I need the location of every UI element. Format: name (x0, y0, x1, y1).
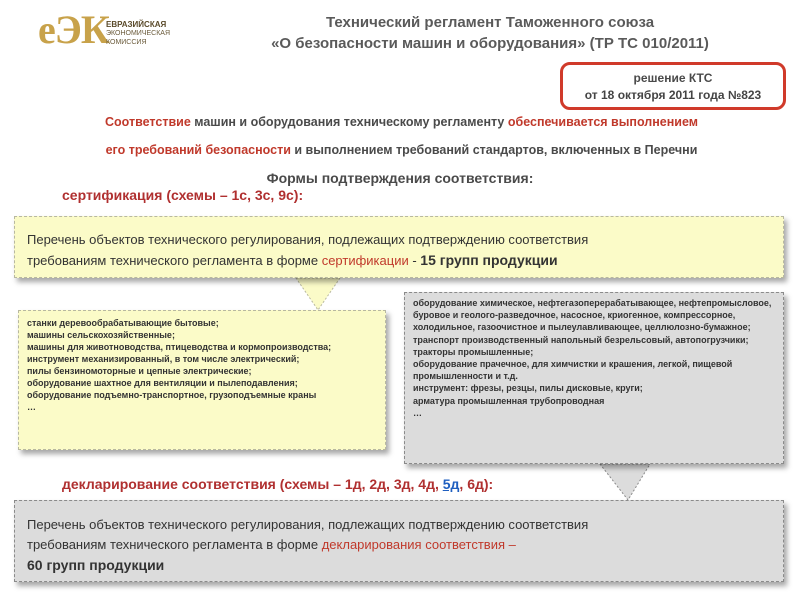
decl-text-a: требованиям технического регламента в форме (27, 537, 322, 552)
logo-line-2: ЭКОНОМИЧЕСКАЯ (106, 30, 171, 37)
list-item: станки деревообрабатывающие бытовые; (27, 318, 219, 328)
decl-text-b: декларирования соответствия – (321, 537, 516, 552)
eec-logo (38, 8, 178, 60)
declaration-product-list (404, 292, 784, 464)
cert-text-a: требованиям технического регламента в форме (27, 253, 322, 268)
list-item: транспорт производственный напольный безрельсовый, автопогрузчики; (413, 334, 749, 345)
list-item: арматура промышленная трубопроводная (413, 395, 605, 406)
decl-box-line-2 (27, 535, 783, 555)
badge-line-1: решение КТС (633, 71, 713, 85)
declaration-box (14, 500, 784, 582)
logo-line-1: ЕВРАЗИЙСКАЯ (106, 20, 167, 29)
intro-accent-1: Соответствие (105, 115, 191, 129)
intro-line-1 (14, 108, 789, 136)
cert-text-c: - (408, 253, 421, 268)
list-item: оборудование химическое, нефтегазоперерабатывающее, нефтепромысловое, буровое и геолого-разведочное, насосное, криогенное, компрессорное, холодильное, газоочистное и пылеулавливающее, целлюлозно-бумажное; (413, 298, 772, 333)
certification-box (14, 216, 784, 278)
logo-text (106, 20, 170, 47)
cert-groups-count: 15 групп продукции (420, 252, 558, 268)
declaration-heading (62, 476, 493, 492)
intro-accent-4: обеспечивается выполнением (507, 115, 698, 129)
list-item: тракторы промышленные; (413, 346, 534, 357)
decision-badge (560, 62, 786, 110)
cert-text-b: сертификации (321, 253, 409, 268)
scheme-5d-link[interactable]: 5д (442, 476, 460, 492)
page-title (190, 12, 790, 54)
intro-text (14, 108, 789, 164)
badge-line-2: от 18 октября 2011 года №823 (584, 88, 762, 102)
list-item: инструмент: фрезы, резцы, пилы дисковые, круги; (413, 383, 643, 394)
list-item: … (27, 402, 36, 412)
intro-text-6: и выполнением требований стандартов, включенных в Перечни (290, 143, 698, 157)
cert-box-line-2 (27, 250, 783, 271)
logo-line-3: КОМИССИЯ (106, 39, 147, 46)
list-item: … (413, 407, 422, 418)
intro-text-3: техническому регламенту (343, 115, 508, 129)
list-item: пилы бензиномоторные и цепные электрические; (27, 366, 252, 376)
list-item: оборудование прачечное, для химчистки и крашения, легкой, пищевой промышленности и т.д. (413, 359, 733, 382)
list-item: оборудование шахтное для вентиляции и пылеподавления; (27, 378, 298, 388)
decl-groups-count: 60 групп продукции (27, 557, 165, 573)
title-line-2: «О безопасности машин и оборудования» (ТР ТС 010/2011) (271, 35, 709, 52)
intro-accent-5: его требований безопасности (105, 143, 291, 157)
forms-heading: Формы подтверждения соответствия: (266, 170, 534, 186)
title-line-1: Технический регламент Таможенного союза (325, 14, 655, 31)
decl-heading-a: декларирование соответствия (схемы – 1д, 2д, 3д, 4д, (62, 476, 443, 492)
intro-text-2: машин и оборудования (190, 115, 344, 129)
logo-mark: еЭК (38, 7, 109, 52)
list-item: машины для животноводства, птицеводства и кормопроизводства; (27, 342, 332, 352)
intro-line-2 (14, 136, 789, 164)
decl-box-line-1: Перечень объектов технического регулирования, подлежащих подтверждению соответствия (27, 517, 589, 532)
list-item: оборудование подъемно-транспортное, грузоподъемные краны (27, 390, 317, 400)
list-item: инструмент механизированный, в том числе электрический; (27, 354, 300, 364)
certification-heading: сертификация (схемы – 1с, 3с, 9с): (62, 187, 304, 203)
cert-box-line-1: Перечень объектов технического регулирования, подлежащих подтверждению соответствия (27, 232, 589, 247)
decl-heading-b: , 6д): (459, 476, 494, 492)
certification-product-list (18, 310, 386, 450)
list-item: машины сельскохозяйственные; (27, 330, 175, 340)
